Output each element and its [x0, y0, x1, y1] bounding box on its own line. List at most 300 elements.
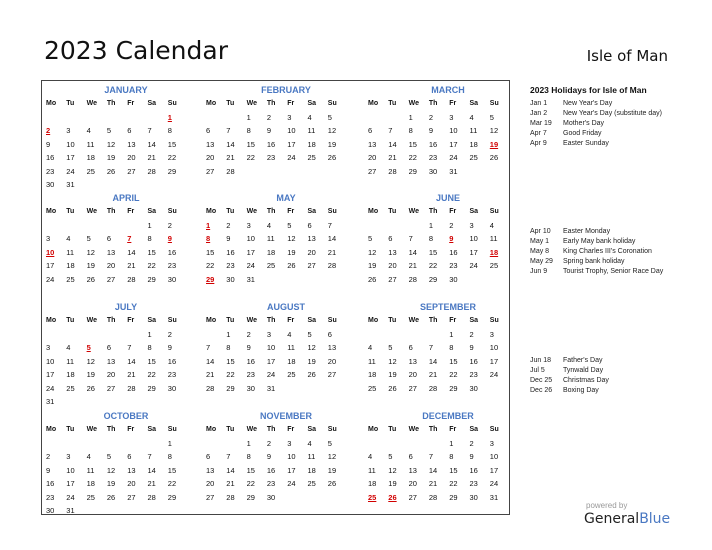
holiday-name: King Charles III's Coronation: [563, 248, 652, 255]
weekday-header: Fr: [449, 317, 457, 324]
day-cell: 29: [167, 492, 177, 502]
day-cell: 15: [408, 139, 417, 149]
day-cell: 21: [226, 153, 235, 163]
holiday-name: Boxing Day: [563, 387, 599, 394]
weekday-header: Th: [266, 100, 276, 107]
holiday-row: [530, 129, 690, 139]
holiday-name: Tynwald Day: [563, 367, 604, 374]
day-cell: 13: [327, 343, 337, 353]
day-cell: 25: [287, 370, 296, 380]
weekday-header: Tu: [226, 208, 235, 215]
empty-cell: [107, 111, 127, 124]
day-cell: 5: [327, 439, 332, 448]
day-cell: 17: [66, 479, 75, 489]
day-cell: 5: [327, 113, 332, 122]
day-cell: 18: [66, 261, 75, 271]
day-cell: 16: [449, 247, 458, 257]
day-cell: 27: [408, 383, 417, 393]
day-cell: 16: [46, 479, 55, 489]
day-cell: 19: [368, 261, 377, 271]
day-cell: 24: [66, 492, 75, 502]
empty-cell: [66, 111, 86, 124]
day-cell: 6: [106, 343, 112, 353]
day-cell: 7: [127, 343, 132, 353]
weekday-header: Su: [327, 208, 337, 215]
day-cell: 13: [307, 234, 316, 244]
empty-cell: [127, 219, 147, 232]
day-cell: 15: [449, 356, 458, 366]
day-cell: 4: [469, 113, 474, 122]
holiday-group: [530, 356, 690, 396]
day-cell: 11: [287, 343, 295, 353]
day-cell: 24: [266, 370, 276, 380]
holiday-name: New Year's Day: [563, 100, 613, 107]
month-august: [206, 300, 348, 395]
weekday-header: We: [86, 426, 97, 433]
day-cell: 12: [106, 465, 116, 475]
day-cell: 3: [46, 343, 51, 353]
holiday-date: Apr 10: [530, 228, 551, 235]
day-cell: 15: [147, 247, 156, 257]
weekday-header: We: [408, 100, 419, 107]
day-cell: 30: [428, 166, 438, 176]
day-cell: 15: [246, 465, 255, 475]
day-cell: 22: [206, 261, 215, 271]
day-cell: 12: [388, 356, 397, 366]
day-cell: 10: [469, 234, 478, 244]
holiday-date: Jun 9: [530, 268, 548, 275]
day-cell: 26: [388, 383, 397, 393]
day-cell: 6: [127, 452, 132, 462]
empty-cell: [66, 219, 86, 232]
weekday-header: Th: [266, 208, 276, 215]
day-cell: 23: [428, 153, 438, 163]
weekday-header: Fr: [127, 317, 135, 324]
day-cell: 22: [167, 479, 177, 489]
day-cell: 8: [449, 452, 454, 462]
weekday-header: Sa: [307, 208, 317, 215]
empty-cell: [127, 111, 147, 124]
weekday-header: Th: [428, 100, 438, 107]
holiday-name: Easter Monday: [563, 228, 611, 235]
day-cell: 28: [226, 166, 235, 176]
day-cell: 4: [266, 221, 272, 230]
day-cell: 6: [106, 234, 112, 244]
day-cell: 8: [167, 126, 172, 136]
day-cell: 9: [469, 452, 474, 462]
generalblue-logo: [584, 511, 670, 527]
day-cell: 8: [246, 452, 251, 462]
day-cell: 12: [106, 139, 116, 149]
day-cell: 1: [246, 113, 251, 122]
day-cell: 17: [287, 465, 296, 475]
day-cell: 23: [266, 153, 276, 163]
day-cell: 8: [147, 234, 152, 244]
day-cell: 3: [287, 113, 292, 122]
day-cell: 11: [266, 234, 275, 244]
day-cell: 28: [226, 492, 235, 502]
month-july: [46, 300, 188, 408]
day-cell: 24: [489, 479, 499, 489]
holiday-date: May 8: [530, 248, 550, 255]
weekday-header: Su: [489, 208, 499, 215]
holiday-date: Apr 9: [530, 140, 547, 147]
day-cell: 10: [287, 126, 296, 136]
day-cell: 29: [167, 166, 177, 176]
holiday-date: Jan 1: [530, 100, 548, 107]
day-cell: 19: [86, 370, 95, 380]
holiday-row: [530, 267, 690, 277]
day-cell: 11: [66, 356, 75, 366]
day-cell: 29: [428, 274, 438, 284]
day-cell: 7: [408, 234, 413, 244]
day-cell: 10: [46, 356, 55, 366]
day-cell: 7: [428, 452, 434, 462]
day-cell: 2: [266, 439, 272, 448]
day-cell: 21: [428, 479, 438, 489]
empty-cell: [107, 219, 127, 232]
day-cell: 21: [147, 153, 156, 163]
day-cell: 2: [428, 113, 434, 122]
day-cell: 12: [327, 452, 337, 462]
weekday-header: Tu: [226, 317, 235, 324]
day-cell: 18: [469, 139, 478, 149]
empty-cell: [409, 219, 429, 232]
month-april: [46, 191, 188, 286]
day-cell: 31: [449, 166, 458, 176]
day-cell: 4: [86, 452, 91, 462]
weekday-header: Sa: [147, 100, 157, 107]
day-cell: 7: [206, 343, 211, 353]
weekday-header: Su: [167, 317, 177, 324]
day-cell: 13: [106, 247, 116, 257]
day-cell: 22: [226, 370, 235, 380]
day-cell: 8: [428, 234, 434, 244]
day-cell: 14: [408, 247, 417, 257]
day-cell: 23: [469, 479, 478, 489]
day-cell: 22: [246, 479, 255, 489]
holiday-name: New Year's Day (substitute day): [563, 110, 662, 117]
day-cell: 21: [388, 153, 397, 163]
holiday-row: [530, 386, 690, 396]
holiday-group: [530, 99, 690, 149]
empty-cell: [127, 437, 147, 450]
day-cell: 16: [469, 465, 478, 475]
weekday-header: Fr: [449, 426, 457, 433]
month-may: [206, 191, 348, 286]
day-cell: 17: [489, 356, 499, 366]
holiday-day-cell: 18: [489, 247, 499, 257]
day-cell: 18: [307, 465, 316, 475]
day-cell: 11: [86, 465, 95, 475]
brand-general: General: [584, 511, 640, 527]
day-cell: 13: [368, 139, 377, 149]
holidays-title: 2023 Holidays for Isle of Man: [530, 85, 647, 95]
day-cell: 15: [449, 465, 458, 475]
day-cell: 24: [46, 383, 55, 393]
holiday-group: [530, 227, 690, 277]
holiday-name: Father's Day: [563, 357, 603, 364]
powered-by-label: powered by: [586, 501, 628, 510]
day-cell: 9: [428, 126, 434, 136]
empty-cell: [388, 328, 408, 341]
empty-cell: [46, 111, 66, 124]
day-cell: 19: [106, 153, 116, 163]
day-cell: 2: [226, 221, 231, 230]
weekday-header: Th: [106, 208, 116, 215]
day-cell: 7: [327, 221, 332, 230]
day-cell: 18: [86, 479, 95, 489]
month-december: [368, 409, 510, 504]
day-cell: 9: [46, 465, 51, 475]
empty-cell: [206, 111, 226, 124]
month-days-grid: [206, 97, 348, 178]
month-september: [368, 300, 510, 395]
day-cell: 16: [266, 139, 276, 149]
day-cell: 4: [489, 221, 494, 230]
day-cell: 8: [167, 452, 172, 462]
day-cell: 10: [246, 234, 255, 244]
day-cell: 13: [106, 356, 116, 366]
day-cell: 21: [226, 479, 235, 489]
day-cell: 31: [66, 179, 75, 189]
month-march: [368, 83, 510, 178]
day-cell: 2: [167, 221, 172, 230]
day-cell: 25: [368, 383, 377, 393]
weekday-header: Tu: [66, 426, 75, 433]
day-cell: 1: [449, 439, 454, 448]
empty-cell: [388, 437, 408, 450]
holiday-row: [530, 356, 690, 366]
day-cell: 29: [408, 166, 417, 176]
day-cell: 28: [206, 383, 215, 393]
day-cell: 4: [307, 439, 312, 448]
day-cell: 14: [388, 139, 397, 149]
day-cell: 28: [408, 274, 417, 284]
day-cell: 4: [307, 113, 312, 122]
day-cell: 27: [368, 166, 377, 176]
day-cell: 28: [428, 492, 438, 502]
day-cell: 30: [46, 179, 55, 189]
day-cell: 17: [46, 370, 55, 380]
empty-cell: [226, 437, 246, 450]
day-cell: 1: [449, 330, 454, 339]
weekday-header: Su: [489, 100, 499, 107]
day-cell: 30: [246, 383, 255, 393]
day-cell: 31: [66, 505, 75, 515]
day-cell: 1: [226, 330, 231, 339]
month-days-grid: [46, 205, 188, 286]
day-cell: 10: [287, 452, 296, 462]
day-cell: 6: [408, 452, 413, 462]
day-cell: 14: [327, 234, 337, 244]
day-cell: 5: [489, 113, 494, 122]
day-cell: 2: [449, 221, 454, 230]
day-cell: 27: [307, 261, 316, 271]
holiday-name: Good Friday: [563, 130, 602, 137]
empty-cell: [368, 219, 388, 232]
day-cell: 26: [327, 153, 337, 163]
day-cell: 24: [287, 479, 296, 489]
weekday-header: We: [408, 426, 419, 433]
day-cell: 23: [226, 261, 235, 271]
day-cell: 11: [368, 465, 376, 475]
day-cell: 20: [127, 153, 136, 163]
day-cell: 29: [449, 492, 458, 502]
weekday-header: Fr: [287, 208, 295, 215]
day-cell: 1: [246, 439, 251, 448]
day-cell: 8: [246, 126, 251, 136]
holiday-date: May 1: [530, 238, 550, 245]
holiday-day-cell: 8: [206, 234, 211, 244]
day-cell: 9: [469, 343, 474, 353]
day-cell: 3: [489, 439, 494, 448]
day-cell: 29: [449, 383, 458, 393]
day-cell: 14: [206, 356, 215, 366]
weekday-header: Fr: [127, 100, 135, 107]
empty-cell: [46, 437, 66, 450]
day-cell: 17: [66, 153, 75, 163]
month-name: FEBRUARY: [261, 85, 311, 95]
day-cell: 9: [226, 234, 231, 244]
day-cell: 2: [266, 113, 272, 122]
day-cell: 2: [469, 330, 474, 339]
day-cell: 28: [127, 383, 136, 393]
day-cell: 5: [86, 234, 91, 244]
brand-blue: Blue: [639, 511, 671, 527]
empty-cell: [388, 219, 408, 232]
day-cell: 27: [206, 166, 215, 176]
holiday-day-cell: 7: [127, 234, 132, 244]
weekday-header: Fr: [287, 100, 295, 107]
day-cell: 15: [147, 356, 156, 366]
weekday-header: Th: [106, 100, 116, 107]
day-cell: 20: [307, 247, 316, 257]
weekday-header: Fr: [287, 317, 295, 324]
month-name: SEPTEMBER: [419, 302, 476, 312]
holiday-day-cell: 26: [388, 492, 397, 502]
month-name: JANUARY: [104, 85, 148, 95]
weekday-header: Su: [167, 426, 177, 433]
day-cell: 13: [408, 465, 417, 475]
day-cell: 24: [449, 153, 458, 163]
day-cell: 19: [388, 370, 397, 380]
weekday-header: Mo: [206, 317, 217, 324]
holiday-day-cell: 29: [206, 274, 215, 284]
day-cell: 10: [266, 343, 276, 353]
weekday-header: Th: [428, 426, 438, 433]
holiday-name: Easter Sunday: [563, 140, 609, 147]
holiday-name: Tourist Trophy, Senior Race Day: [563, 268, 664, 275]
day-cell: 21: [206, 370, 215, 380]
weekday-header: Th: [266, 426, 276, 433]
empty-cell: [429, 437, 449, 450]
day-cell: 24: [469, 261, 478, 271]
day-cell: 23: [46, 166, 55, 176]
day-cell: 26: [287, 261, 296, 271]
month-days-grid: [368, 205, 510, 286]
day-cell: 24: [66, 166, 75, 176]
day-cell: 9: [46, 139, 51, 149]
day-cell: 6: [388, 234, 393, 244]
month-name: APRIL: [112, 193, 140, 203]
day-cell: 25: [489, 261, 499, 271]
weekday-header: Sa: [147, 426, 157, 433]
day-cell: 21: [408, 261, 417, 271]
weekday-header: We: [246, 100, 257, 107]
empty-cell: [226, 111, 246, 124]
day-cell: 16: [167, 356, 177, 366]
day-cell: 11: [307, 452, 316, 462]
day-cell: 23: [167, 370, 177, 380]
day-cell: 15: [226, 356, 235, 366]
day-cell: 3: [287, 439, 292, 448]
day-cell: 14: [428, 356, 438, 366]
day-cell: 1: [147, 330, 152, 339]
day-cell: 20: [106, 370, 116, 380]
month-november: [206, 409, 348, 504]
day-cell: 20: [408, 479, 417, 489]
holiday-row: [530, 109, 690, 119]
holiday-date: Dec 26: [530, 387, 553, 394]
weekday-header: Th: [428, 208, 438, 215]
day-cell: 28: [147, 166, 156, 176]
weekday-header: Sa: [469, 426, 479, 433]
holiday-day-cell: 5: [86, 343, 91, 353]
day-cell: 27: [327, 370, 337, 380]
empty-cell: [368, 328, 388, 341]
day-cell: 31: [46, 396, 55, 406]
day-cell: 14: [147, 139, 156, 149]
day-cell: 5: [388, 343, 393, 353]
day-cell: 26: [307, 370, 316, 380]
empty-cell: [206, 437, 226, 450]
day-cell: 25: [66, 274, 75, 284]
day-cell: 26: [327, 479, 337, 489]
day-cell: 4: [287, 330, 292, 339]
day-cell: 19: [86, 261, 95, 271]
month-name: AUGUST: [267, 302, 305, 312]
day-cell: 8: [226, 343, 231, 353]
day-cell: 23: [46, 492, 55, 502]
weekday-header: Th: [106, 426, 116, 433]
day-cell: 20: [327, 356, 337, 366]
weekday-header: Mo: [46, 100, 57, 107]
weekday-header: Mo: [368, 208, 379, 215]
day-cell: 11: [66, 247, 75, 257]
day-cell: 23: [167, 261, 177, 271]
day-cell: 30: [167, 383, 177, 393]
day-cell: 17: [246, 247, 255, 257]
month-name: JUNE: [435, 193, 460, 203]
weekday-header: We: [408, 317, 419, 324]
weekday-header: We: [86, 317, 97, 324]
weekday-header: Sa: [469, 317, 479, 324]
holiday-day-cell: 9: [449, 234, 454, 244]
empty-cell: [409, 437, 429, 450]
holiday-day-cell: 10: [46, 247, 55, 257]
day-cell: 23: [449, 261, 458, 271]
day-cell: 12: [327, 126, 337, 136]
day-cell: 1: [408, 113, 413, 122]
day-cell: 13: [127, 465, 136, 475]
day-cell: 18: [307, 139, 316, 149]
month-name: OCTOBER: [103, 411, 149, 421]
empty-cell: [388, 111, 408, 124]
day-cell: 16: [226, 247, 235, 257]
day-cell: 18: [368, 479, 377, 489]
day-cell: 25: [307, 479, 316, 489]
